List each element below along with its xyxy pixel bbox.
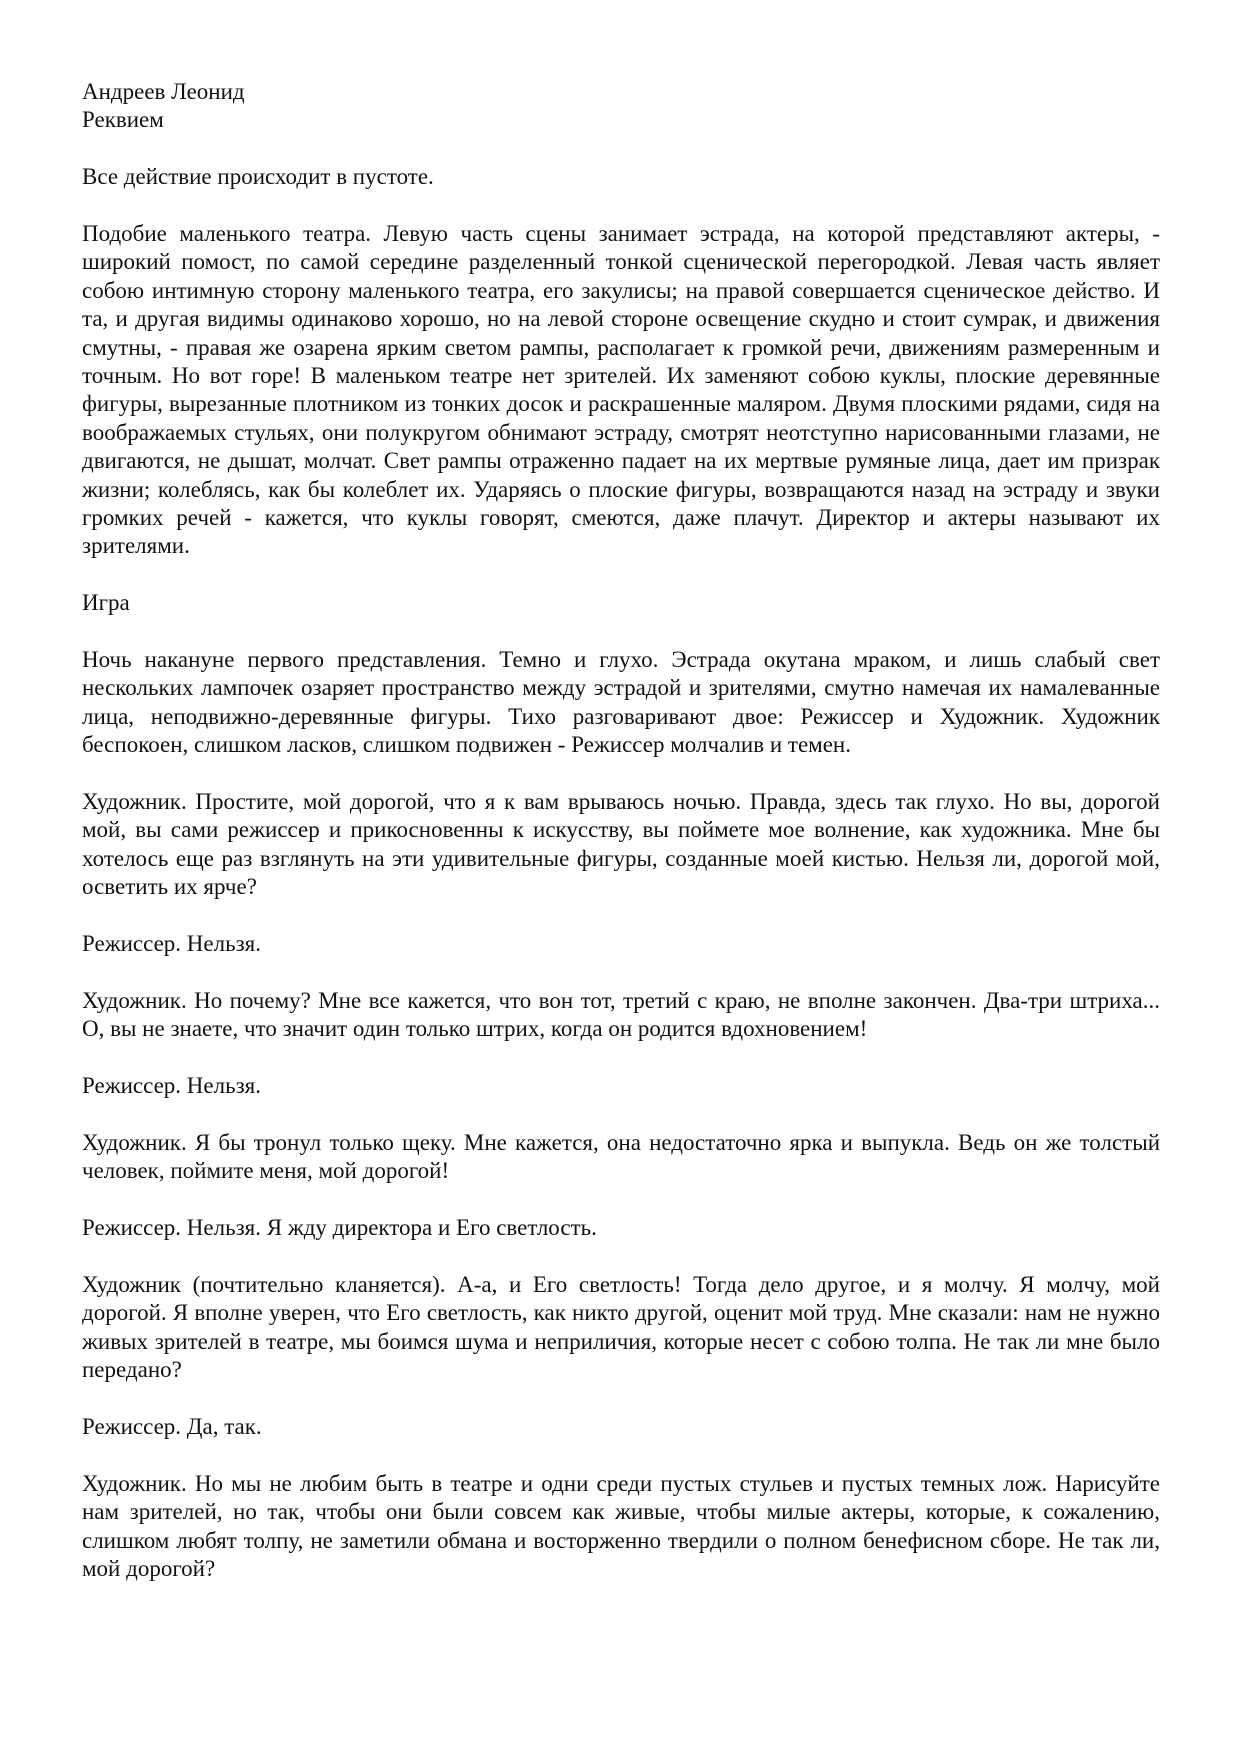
- dialogue-line: Режиссер. Нельзя. Я жду директора и Его светлость.: [82, 1215, 597, 1241]
- author-name: Андреев Леонид: [82, 79, 245, 104]
- dialogue-line: Художник (почтительно кланяется). А-а, и Его светлость! Тогда дело другое, и я молчу. Я молчу, мой дорогой. Я вполне уверен, что Его светлость, как никто другой, оценит мой труд. Мне сказали: нам не нужно живых зрителей в театре, мы боимся шума и неприличия, которые несет с собою толпа. Не так ли мне было передано?: [82, 1271, 1160, 1383]
- dialogue-line: Режиссер. Нельзя.: [82, 1073, 262, 1099]
- section-heading: Игра: [82, 590, 130, 616]
- dialogue-line: Художник. Я бы тронул только щеку. Мне кажется, она недостаточно ярка и выпукла. Ведь он же толстый человек, поймите меня, мой дорогой!: [82, 1129, 1160, 1184]
- document-page: [82, 78, 1160, 1583]
- dialogue-line: Режиссер. Да, так.: [82, 1413, 262, 1439]
- dialogue-line: Художник. Но мы не любим быть в театре и одни среди пустых стульев и пустых темных лож. Нарисуйте нам зрителей, но так, чтобы они были совсем как живые, чтобы милые актеры, которые, к сожалению, слишком любят толпу, не заметили обмана и восторженно твердили о полном бенефисном сборе. Не так ли, мой дорогой?: [82, 1470, 1160, 1581]
- intro-paragraph: Все действие происходит в пустоте.: [82, 164, 434, 190]
- scene-description-paragraph: Ночь накануне первого представления. Темно и глухо. Эстрада окутана мраком, и лишь слабый свет нескольких лампочек озаряет пространство между эстрадой и зрителями, смутно намечая их намалеванные лица, неподвижно-деревянные фигуры. Тихо разговаривают двое: Режиссер и Художник. Художник беспокоен, слишком ласков, слишком подвижен - Режиссер молчалив и темен.: [82, 647, 1160, 758]
- dialogue-line: Художник. Но почему? Мне все кажется, что вон тот, третий с краю, не вполне закончен. Два-три штриха... О, вы не знаете, что значит один только штрих, когда он родится вдохновением!: [82, 987, 1160, 1042]
- document-title: Реквием: [82, 107, 164, 133]
- stage-description-paragraph: Подобие маленького театра. Левую часть сцены занимает эстрада, на которой представляют актеры, - широкий помост, по самой середине разделенный тонкой сценической перегородкой. Левая часть являет собою интимную сторону маленького театра, его закулисы; на правой совершается сценическое действо. И та, и другая видимы одинаково хорошо, но на левой стороне освещение скудно и стоит сумрак, и движения смутны, - правая же озарена ярким светом рампы, располагает к громкой речи, движениям размеренным и точным. Но вот горе! В маленьком театре нет зрителей. Их заменяют собою куклы, плоские деревянные фигуры, вырезанные плотником из тонких досок и раскрашенные маляром. Двумя плоскими рядами, сидя на воображаемых стульях, они полукругом обнимают эстраду, смотрят неотступно нарисованными глазами, не двигаются, не дышат, молчат. Свет рампы отраженно падает на их мертвые румяные лица, дает им призрак жизни; колеблясь, как бы колеблет их. Ударяясь о плоские фигуры, возвращаются назад на эстраду и звуки громких речей - кажется, что куклы говорят, смеются, даже плачут. Директор и актеры называют их зрителями.: [82, 221, 1160, 559]
- dialogue-line: Художник. Простите, мой дорогой, что я к вам врываюсь ночью. Правда, здесь так глухо. Но вы, дорогой мой, вы сами режиссер и прикосновенны к искусству, вы поймете мое волнение, как художника. Мне бы хотелось еще раз взглянуть на эти удивительные фигуры, созданные моей кистью. Нельзя ли, дорогой мой, осветить их ярче?: [82, 789, 1160, 900]
- dialogue-line: Режиссер. Нельзя.: [82, 931, 262, 957]
